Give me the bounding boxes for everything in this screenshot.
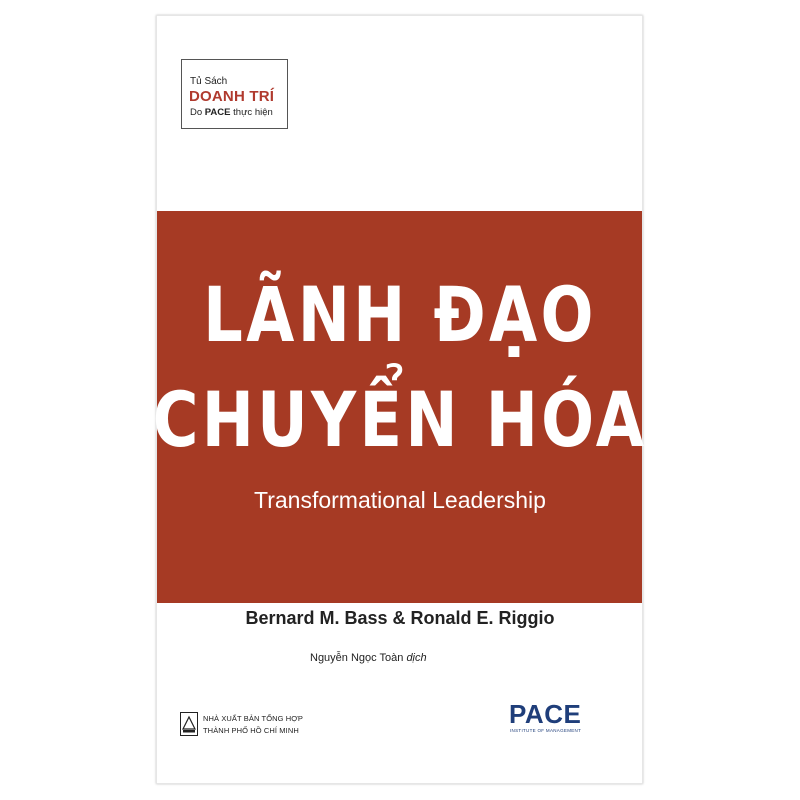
publisher-logo-icon	[180, 712, 198, 736]
series-main-text: DOANH TRÍ	[189, 88, 275, 105]
publisher-name-line-1: NHÀ XUẤT BẢN TỔNG HỢP	[203, 714, 303, 723]
series-top-text: Tủ Sách	[190, 76, 228, 87]
series-bottom-text: Do PACE thực hiện	[190, 107, 273, 118]
pace-tagline: INSTITUTE OF MANAGEMENT	[510, 728, 582, 733]
publisher-name-line-2: THÀNH PHỐ HỒ CHÍ MINH	[203, 726, 299, 735]
book-subtitle: Transformational Leadership	[254, 487, 546, 513]
book-title-line-1: LÃNH ĐẠO	[203, 270, 597, 359]
book-authors: Bernard M. Bass & Ronald E. Riggio	[245, 608, 555, 628]
publisher-name	[203, 713, 303, 737]
series-label-box	[181, 59, 288, 129]
book-title-line-2: CHUYỂN HÓA	[152, 375, 648, 464]
pace-logo: PACE	[509, 699, 582, 729]
book-translator: Nguyễn Ngọc Toàn dịch	[310, 652, 427, 664]
